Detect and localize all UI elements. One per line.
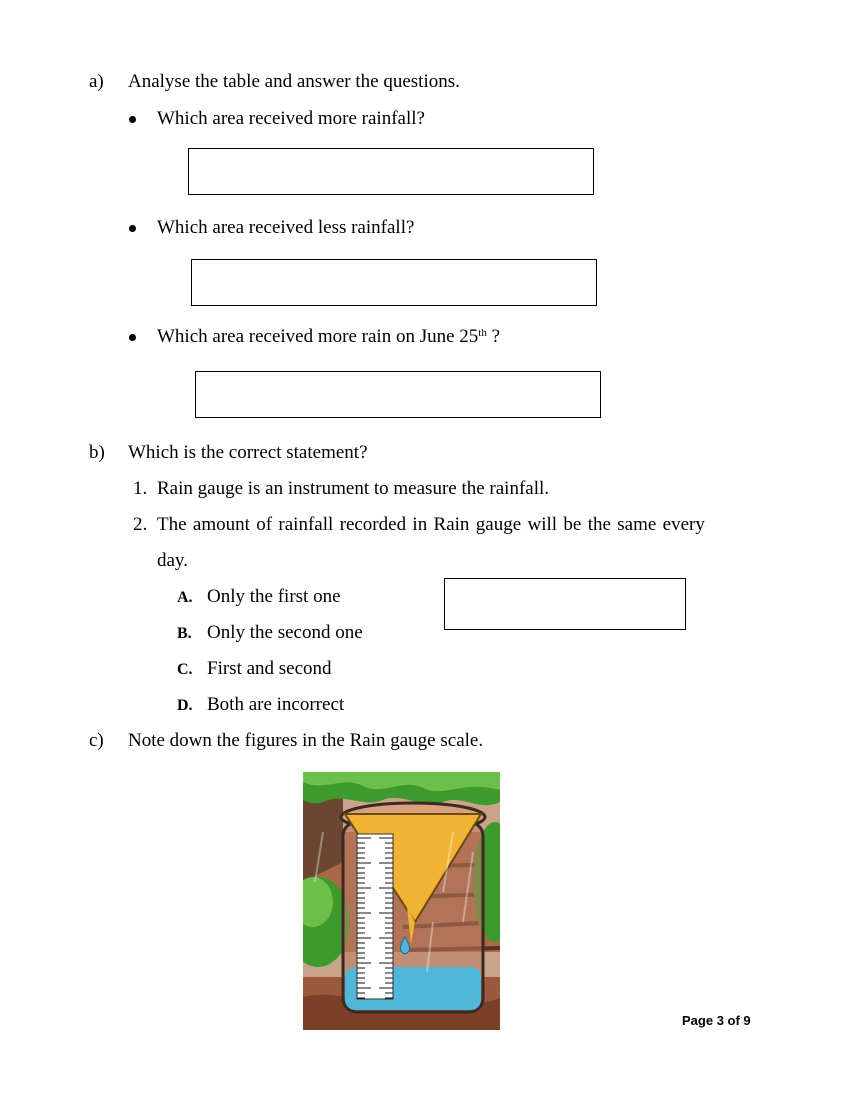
answer-box-a2[interactable] xyxy=(191,259,597,306)
page-number xyxy=(682,1012,751,1030)
question-a3-text xyxy=(157,325,500,349)
option-a-text: Only the first one xyxy=(207,586,341,607)
answer-box-a3[interactable] xyxy=(195,371,601,418)
question-a2-text: Which area received less rainfall? xyxy=(157,217,415,238)
option-b-text: Only the second one xyxy=(207,622,363,643)
bullet-icon xyxy=(129,225,136,232)
statement-2-number: 2. xyxy=(133,514,148,535)
option-c-text: First and second xyxy=(207,658,332,679)
question-a3-text-main: Which area received more rain on June 25 xyxy=(157,326,479,347)
statement-1-text: Rain gauge is an instrument to measure the rainfall. xyxy=(157,478,550,499)
page-number-current: 3 xyxy=(716,1013,724,1028)
option-a-letter: A. xyxy=(177,589,193,606)
option-d-text: Both are incorrect xyxy=(207,694,345,715)
section-b-label: b) xyxy=(89,442,105,463)
page-number-middle: of xyxy=(723,1013,744,1028)
question-a3-text-end: ? xyxy=(486,326,501,347)
section-a-label: a) xyxy=(89,71,104,92)
section-c-label: c) xyxy=(89,730,104,751)
question-a3-superscript: th xyxy=(478,327,487,339)
option-b-letter: B. xyxy=(177,625,192,642)
answer-box-a1[interactable] xyxy=(188,148,594,195)
rain-gauge-illustration xyxy=(303,772,500,1030)
section-b-prompt: Which is the correct statement? xyxy=(128,442,368,463)
question-a1-text: Which area received more rainfall? xyxy=(157,108,425,129)
statement-2-text: The amount of rainfall recorded in Rain gauge will be the same every xyxy=(157,514,705,535)
section-c-prompt: Note down the figures in the Rain gauge scale. xyxy=(128,730,484,751)
page-number-total: 9 xyxy=(743,1013,751,1028)
page-number-prefix: Page xyxy=(682,1013,717,1028)
option-c-letter: C. xyxy=(177,661,193,678)
option-d-letter: D. xyxy=(177,697,193,714)
statement-2-continuation: day. xyxy=(157,550,188,571)
bullet-icon xyxy=(129,116,136,123)
statement-1-number: 1. xyxy=(133,478,148,499)
section-a-prompt: Analyse the table and answer the questions. xyxy=(128,71,460,92)
bullet-icon xyxy=(129,334,136,341)
answer-box-b[interactable] xyxy=(444,578,686,630)
